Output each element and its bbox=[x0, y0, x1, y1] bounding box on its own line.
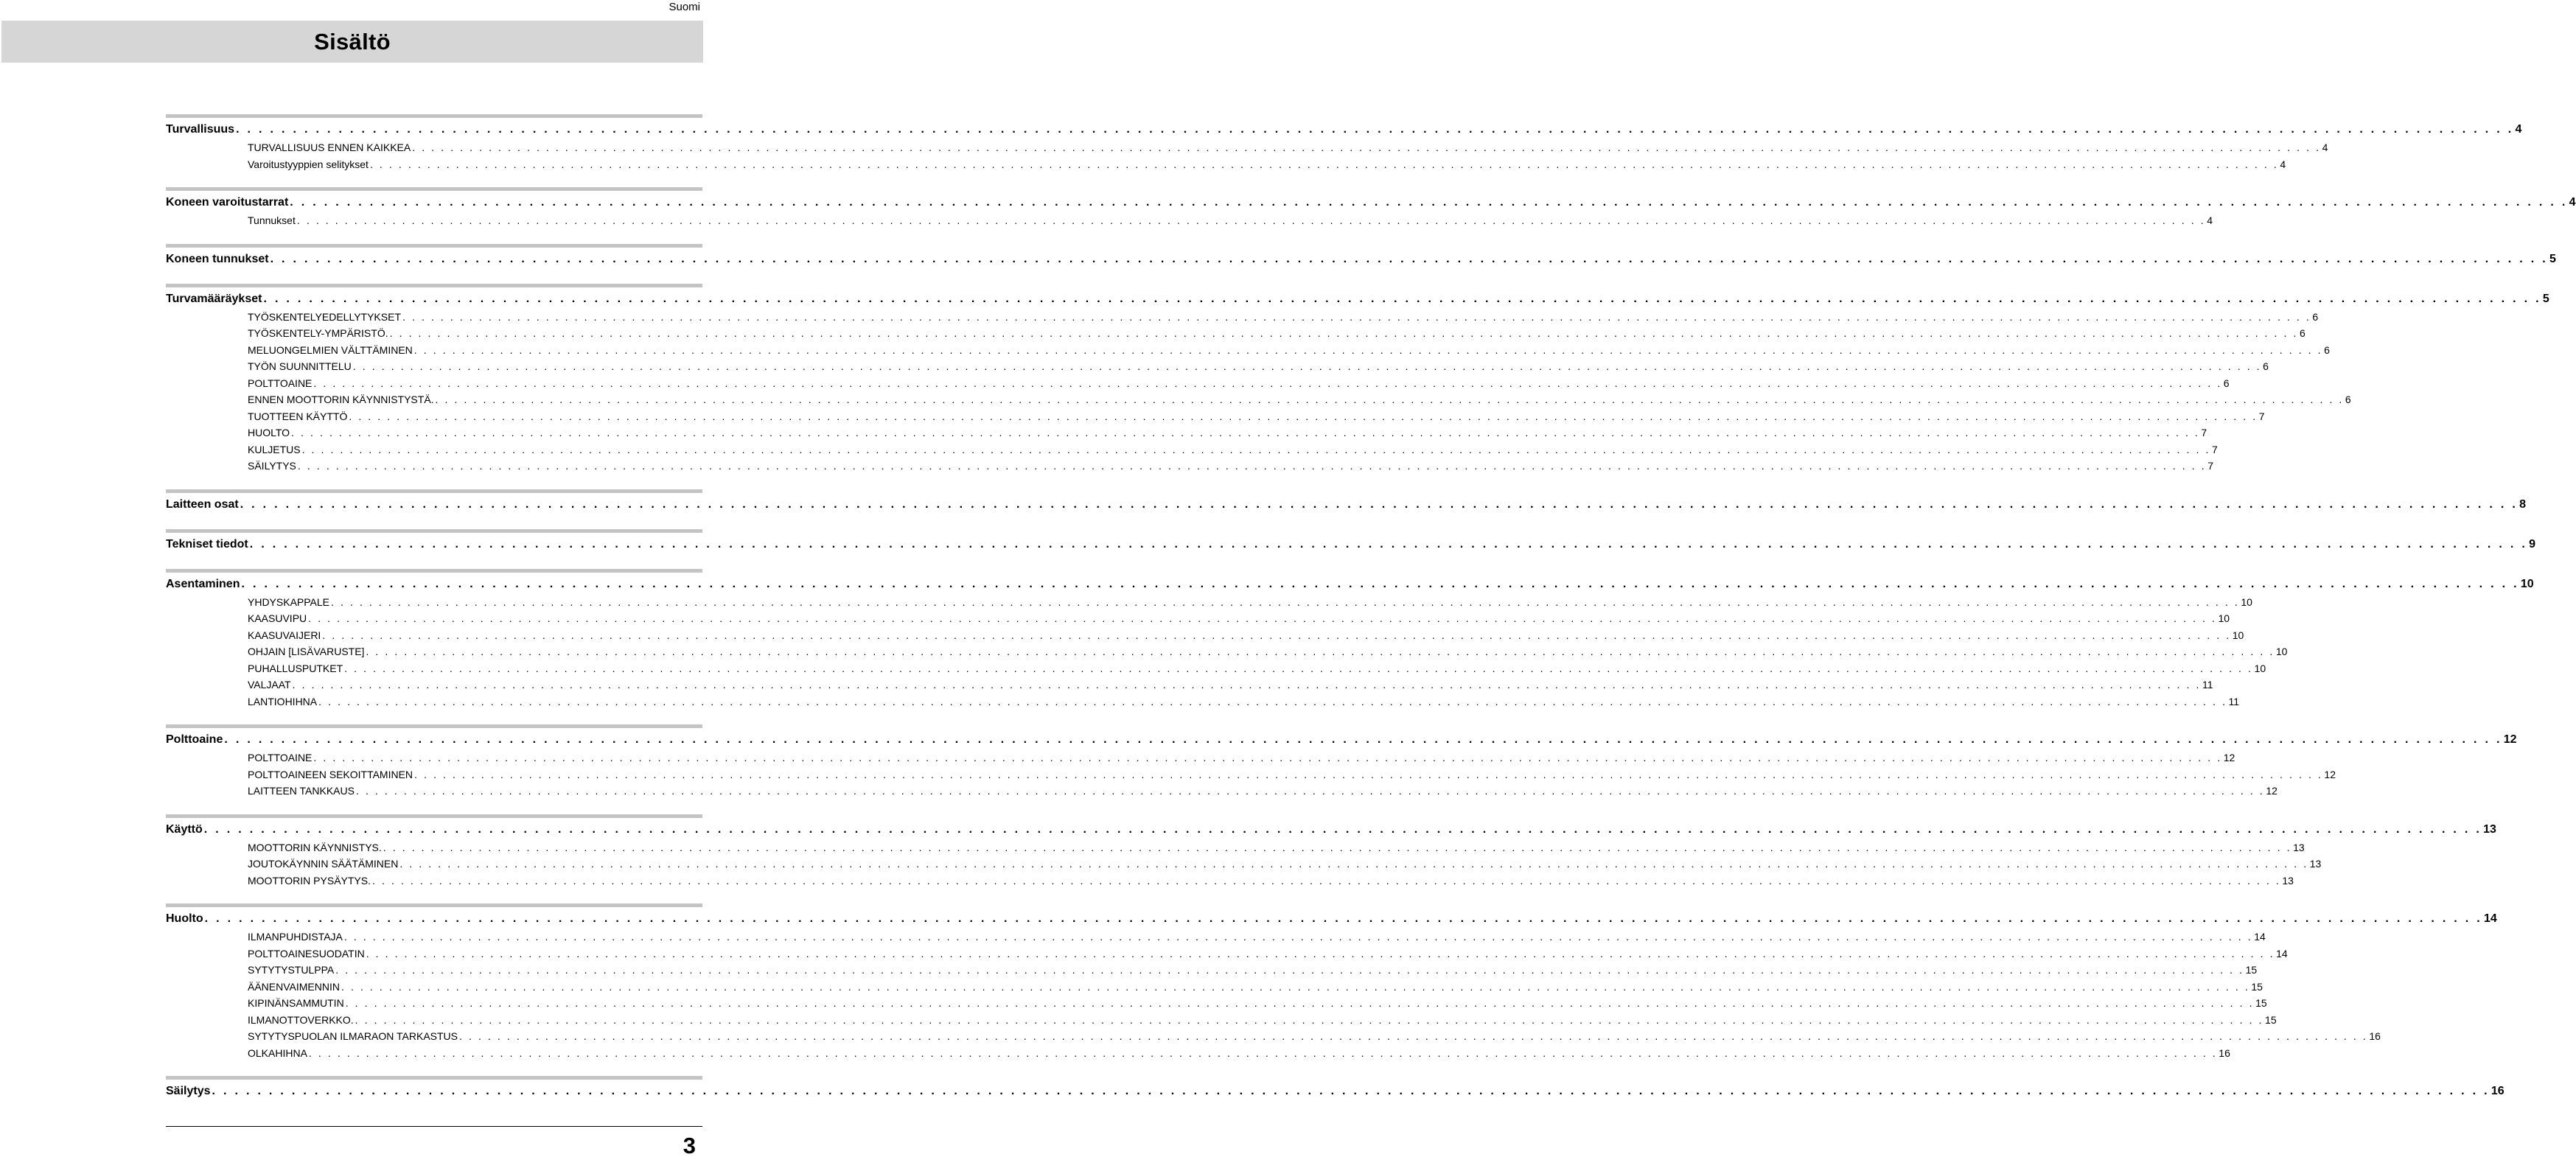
dot-leader: . . . . . . . . . . . . . . . . . . . . . . . . . . . . . . . . . . . . . . . . . . . . . . . . . . . . . . . . . . . . . . . . . . . . . . . . . . . . . . . . . . . . . . . . . . . . . . . . . . . . . . . . . . . . . . . . . . . . . . . . . . . . . . . . . . . . . . . . . . . . . . . . . . . . . . . . . . . . . . . . . . . . . . . . . . . . . . . . . . . . . . . . . . . . . . . . . . . . . . . . bbox=[297, 460, 2207, 472]
toc-page-number: 10 bbox=[2520, 577, 2534, 590]
toc-page-number: 12 bbox=[2324, 768, 2336, 780]
toc-entry-title: KULJETUS bbox=[248, 443, 301, 455]
toc-entry[interactable] bbox=[166, 1028, 2381, 1045]
toc-entry[interactable] bbox=[166, 660, 2266, 677]
dot-leader: . . . . . . . . . . . . . . . . . . . . . . . . . . . . . . . . . . . . . . . . . . . . . . . . . . . . . . . . . . . . . . . . . . . . . . . . . . . . . . . . . . . . . . . . . . . . . . . . . . . . . . . . . . . . . . . . . . . . . . . . . . . . . . . . . . . . . . . . . . . . . . . . . . . . . . . . . . . . . . . . . . . . . . . . . . . . . . . . . . . . . . . . . . . . . . . . . . . . . . . . bbox=[355, 785, 2265, 797]
toc-page-number: 13 bbox=[2483, 822, 2496, 836]
toc-section-title: Huolto bbox=[166, 912, 203, 925]
toc-entry[interactable] bbox=[166, 424, 2207, 441]
toc-section-title: Koneen varoitustarrat bbox=[166, 196, 289, 209]
toc-section-title: Koneen tunnukset bbox=[166, 252, 269, 265]
dot-leader: . . . . . . . . . . . . . . . . . . . . . . . . . . . . . . . . . . . . . . . . . . . . . . . . . . . . . . . . . . . . . . . . . . . . . . . . . . . . . . . . . . . . . . . . . . . . . . . . . . . . . . . . . . . . . . . . . . . . . . . . . . . . . . . . . . . . . . . . . . . . . . . . . . . . . . . . . . . . . . . . . . . . . . . . . . . . . . . . . . . . . . . . . . . . . . . . . . . . . . . . bbox=[413, 343, 2323, 356]
toc-entry[interactable] bbox=[166, 979, 2263, 996]
toc-page-number: 16 bbox=[2369, 1030, 2381, 1042]
toc-entry-title: JOUTOKÄYNNIN SÄÄTÄMINEN bbox=[248, 858, 399, 870]
toc-page-number: 15 bbox=[2245, 964, 2258, 976]
toc-section-entry[interactable] bbox=[166, 575, 2534, 594]
toc-entry-title: TURVALLISUUS ENNEN KAIKKEA bbox=[248, 141, 411, 153]
dot-leader: . . . . . . . . . . . . . . . . . . . . . . . . . . . . . . . . . . . . . . . . . . . . . . . . . . . . . . . . . . . . . . . . . . . . . . . . . . . . . . . . . . . . . . . . . . . . . . . . . . . . . . . . . . . . . . . . . . . . . . . . . . . . . . . . . . . . . . . . . . . . . . . . . . . . . . . . . . . . . . . . . . . . . . . . . . . . . . . . . . . . . . . . . . . . . . . . . . . . . . . . bbox=[335, 964, 2244, 976]
toc-section-entry[interactable] bbox=[166, 730, 2517, 749]
toc-page-number: 6 bbox=[2223, 377, 2230, 389]
toc-page-number: 4 bbox=[2515, 123, 2522, 136]
toc-entry[interactable] bbox=[166, 156, 2286, 173]
toc-entry-title: Tunnukset bbox=[248, 214, 296, 226]
footer-divider bbox=[166, 1126, 702, 1127]
dot-leader: . . . . . . . . . . . . . . . . . . . . . . . . . . . . . . . . . . . . . . . . . . . . . . . . . . . . . . . . . . . . . . . . . . . . . . . . . . . . . . . . . . . . . . . . . . . . . . . . . . . . . . . . . . . . . . . . . . . . . . . . . . . . . . . . . . . . . . . . . . . . . . . . . . . . . . . . . . . . . . . . . . . . . . . . . . . . . . . . . . . . . . . . . . . . . . . . . . . . . . . . bbox=[270, 252, 2548, 265]
title-band bbox=[1, 21, 703, 63]
toc-section bbox=[166, 1076, 2505, 1101]
dot-leader: . . . . . . . . . . . . . . . . . . . . . . . . . . . . . . . . . . . . . . . . . . . . . . . . . . . . . . . . . . . . . . . . . . . . . . . . . . . . . . . . . . . . . . . . . . . . . . . . . . . . . . . . . . . . . . . . . . . . . . . . . . . . . . . . . . . . . . . . . . . . . . . . . . . . . . . . . . . . . . . . . . . . . . . . . . . . . . . . . . . . . . . . . . . . . . . . . . . . . . . . bbox=[224, 733, 2502, 746]
dot-leader: . . . . . . . . . . . . . . . . . . . . . . . . . . . . . . . . . . . . . . . . . . . . . . . . . . . . . . . . . . . . . . . . . . . . . . . . . . . . . . . . . . . . . . . . . . . . . . . . . . . . . . . . . . . . . . . . . . . . . . . . . . . . . . . . . . . . . . . . . . . . . . . . . . . . . . . . . . . . . . . . . . . . . . . . . . . . . . . . . . . . . . . . . . . . . . . . . . . . . . . . bbox=[203, 822, 2482, 836]
dot-leader: . . . . . . . . . . . . . . . . . . . . . . . . . . . . . . . . . . . . . . . . . . . . . . . . . . . . . . . . . . . . . . . . . . . . . . . . . . . . . . . . . . . . . . . . . . . . . . . . . . . . . . . . . . . . . . . . . . . . . . . . . . . . . . . . . . . . . . . . . . . . . . . . . . . . . . . . . . . . . . . . . . . . . . . . . . . . . . . . . . . . . . . . . . . . . . . . . . . . . . . . bbox=[355, 1013, 2264, 1026]
dot-leader: . . . . . . . . . . . . . . . . . . . . . . . . . . . . . . . . . . . . . . . . . . . . . . . . . . . . . . . . . . . . . . . . . . . . . . . . . . . . . . . . . . . . . . . . . . . . . . . . . . . . . . . . . . . . . . . . . . . . . . . . . . . . . . . . . . . . . . . . . . . . . . . . . . . . . . . . . . . . . . . . . . . . . . . . . . . . . . . . . . . . . . . . . . . . . . . . . . . . . . . . bbox=[292, 679, 2201, 691]
toc-section bbox=[166, 903, 2497, 1061]
dot-leader: . . . . . . . . . . . . . . . . . . . . . . . . . . . . . . . . . . . . . . . . . . . . . . . . . . . . . . . . . . . . . . . . . . . . . . . . . . . . . . . . . . . . . . . . . . . . . . . . . . . . . . . . . . . . . . . . . . . . . . . . . . . . . . . . . . . . . . . . . . . . . . . . . . . . . . . . . . . . . . . . . . . . . . . . . . . . . . . . . . . . . . . . . . . . . . . . . . . . . . . . bbox=[291, 427, 2200, 438]
toc-entry[interactable] bbox=[166, 325, 2306, 342]
dot-leader: . . . . . . . . . . . . . . . . . . . . . . . . . . . . . . . . . . . . . . . . . . . . . . . . . . . . . . . . . . . . . . . . . . . . . . . . . . . . . . . . . . . . . . . . . . . . . . . . . . . . . . . . . . . . . . . . . . . . . . . . . . . . . . . . . . . . . . . . . . . . . . . . . . . . . . . . . . . . . . . . . . . . . . . . . . . . . . . . . . . . . . . . . . . . . . . . . . . . . . . . bbox=[372, 874, 2281, 887]
toc-page-number: 7 bbox=[2207, 460, 2214, 472]
dot-leader: . . . . . . . . . . . . . . . . . . . . . . . . . . . . . . . . . . . . . . . . . . . . . . . . . . . . . . . . . . . . . . . . . . . . . . . . . . . . . . . . . . . . . . . . . . . . . . . . . . . . . . . . . . . . . . . . . . . . . . . . . . . . . . . . . . . . . . . . . . . . . . . . . . . . . . . . . . . . . . . . . . . . . . . . . . . . . . . . . . . . . . . . . . . . . . . . . . . . . . . . bbox=[204, 912, 2483, 925]
toc-page-number: 7 bbox=[2211, 443, 2218, 455]
toc-entry-title: KIPINÄNSAMMUTIN bbox=[248, 997, 344, 1009]
toc-entry-title: POLTTOAINEEN SEKOITTAMINEN bbox=[248, 768, 413, 780]
toc-entry[interactable] bbox=[166, 610, 2230, 627]
toc-page-number: 16 bbox=[2491, 1085, 2505, 1097]
toc-page-number: 4 bbox=[2322, 141, 2328, 153]
dot-leader: . . . . . . . . . . . . . . . . . . . . . . . . . . . . . . . . . . . . . . . . . . . . . . . . . . . . . . . . . . . . . . . . . . . . . . . . . . . . . . . . . . . . . . . . . . . . . . . . . . . . . . . . . . . . . . . . . . . . . . . . . . . . . . . . . . . . . . . . . . . . . . . . . . . . . . . . . . . . . . . . . . . . . . . . . . . . . . . . . . . . . . . . . . . . . . . . . . . . . . . . bbox=[212, 1085, 2490, 1097]
dot-leader: . . . . . . . . . . . . . . . . . . . . . . . . . . . . . . . . . . . . . . . . . . . . . . . . . . . . . . . . . . . . . . . . . . . . . . . . . . . . . . . . . . . . . . . . . . . . . . . . . . . . . . . . . . . . . . . . . . . . . . . . . . . . . . . . . . . . . . . . . . . . . . . . . . . . . . . . . . . . . . . . . . . . . . . . . . . . . . . . . . . . . . . . . . . . . . . . . . . . . . . . bbox=[290, 196, 2568, 209]
toc-entry[interactable] bbox=[166, 594, 2252, 611]
toc-entry[interactable] bbox=[166, 783, 2277, 800]
toc-entry[interactable] bbox=[166, 962, 2258, 979]
toc-section-title: Laitteen osat bbox=[166, 497, 239, 511]
toc-entry-title: MOOTTORIN KÄYNNISTYS. bbox=[248, 841, 382, 853]
toc-entry[interactable] bbox=[166, 839, 2305, 856]
toc-entry-title: KAASUVAIJERI bbox=[248, 629, 321, 641]
dot-leader: . . . . . . . . . . . . . . . . . . . . . . . . . . . . . . . . . . . . . . . . . . . . . . . . . . . . . . . . . . . . . . . . . . . . . . . . . . . . . . . . . . . . . . . . . . . . . . . . . . . . . . . . . . . . . . . . . . . . . . . . . . . . . . . . . . . . . . . . . . . . . . . . . . . . . . . . . . . . . . . . . . . . . . . . . . . . . . . . . . . . . . . . . . . . . . . . . . . . . . . . bbox=[344, 662, 2253, 674]
toc-page-number: 10 bbox=[2275, 646, 2288, 657]
dot-leader: . . . . . . . . . . . . . . . . . . . . . . . . . . . . . . . . . . . . . . . . . . . . . . . . . . . . . . . . . . . . . . . . . . . . . . . . . . . . . . . . . . . . . . . . . . . . . . . . . . . . . . . . . . . . . . . . . . . . . . . . . . . . . . . . . . . . . . . . . . . . . . . . . . . . . . . . . . . . . . . . . . . . . . . . . . . . . . . . . . . . . . . . . . . . . . . . . . . . . . . . bbox=[435, 394, 2344, 405]
dot-leader: . . . . . . . . . . . . . . . . . . . . . . . . . . . . . . . . . . . . . . . . . . . . . . . . . . . . . . . . . . . . . . . . . . . . . . . . . . . . . . . . . . . . . . . . . . . . . . . . . . . . . . . . . . . . . . . . . . . . . . . . . . . . . . . . . . . . . . . . . . . . . . . . . . . . . . . . . . . . . . . . . . . . . . . . . . . . . . . . . . . . . . . . . . . . . . . . . . . . . . . . bbox=[308, 1046, 2218, 1059]
toc-entry-title: MOOTTORIN PYSÄYTYS. bbox=[248, 874, 371, 887]
toc-entry-title: YHDYSKAPPALE bbox=[248, 595, 330, 608]
toc-section-entry[interactable] bbox=[166, 1082, 2505, 1101]
toc-section-entry[interactable] bbox=[166, 535, 2535, 554]
toc-entry[interactable] bbox=[166, 1012, 2277, 1029]
toc-entry-title: SYTYTYSTULPPA bbox=[248, 964, 335, 976]
toc-section-title: Säilytys bbox=[166, 1085, 211, 1097]
toc-section bbox=[166, 814, 2496, 889]
toc-section-entry[interactable] bbox=[166, 193, 2576, 212]
dot-leader: . . . . . . . . . . . . . . . . . . . . . . . . . . . . . . . . . . . . . . . . . . . . . . . . . . . . . . . . . . . . . . . . . . . . . . . . . . . . . . . . . . . . . . . . . . . . . . . . . . . . . . . . . . . . . . . . . . . . . . . . . . . . . . . . . . . . . . . . . . . . . . . . . . . . . . . . . . . . . . . . . . . . . . . . . . . . . . . . . . . . . . . . . . . . . . . . . . . . . . . . bbox=[383, 841, 2292, 853]
toc-entry[interactable] bbox=[166, 441, 2218, 458]
toc-page-number: 6 bbox=[2263, 360, 2269, 372]
toc-entry-title: PUHALLUSPUTKET bbox=[248, 662, 343, 674]
toc-entry[interactable] bbox=[166, 677, 2213, 693]
toc-entry-title: Varoitustyyppien selitykset bbox=[248, 158, 369, 170]
toc-entry[interactable] bbox=[166, 945, 2288, 962]
toc-page-number: 7 bbox=[2201, 427, 2207, 438]
dot-leader: . . . . . . . . . . . . . . . . . . . . . . . . . . . . . . . . . . . . . . . . . . . . . . . . . . . . . . . . . . . . . . . . . . . . . . . . . . . . . . . . . . . . . . . . . . . . . . . . . . . . . . . . . . . . . . . . . . . . . . . . . . . . . . . . . . . . . . . . . . . . . . . . . . . . . . . . . . . . . . . . . . . . . . . . . . . . . . . . . . . . . . . . . . . . . . . . . . . . . . . . bbox=[412, 141, 2321, 153]
toc-section-title: Turvallisuus bbox=[166, 123, 235, 136]
toc-section bbox=[166, 114, 2522, 172]
toc-entry-title: TYÖSKENTELYEDELLYTYKSET bbox=[248, 310, 401, 323]
table-of-contents bbox=[166, 114, 2576, 1116]
toc-entry[interactable] bbox=[166, 643, 2288, 660]
dot-leader: . . . . . . . . . . . . . . . . . . . . . . . . . . . . . . . . . . . . . . . . . . . . . . . . . . . . . . . . . . . . . . . . . . . . . . . . . . . . . . . . . . . . . . . . . . . . . . . . . . . . . . . . . . . . . . . . . . . . . . . . . . . . . . . . . . . . . . . . . . . . . . . . . . . . . . . . . . . . . . . . . . . . . . . . . . . . . . . . . . . . . . . . . . . . . . . . . . . . . . . . bbox=[341, 980, 2250, 993]
toc-page-number: 13 bbox=[2293, 841, 2305, 853]
toc-page-number: 14 bbox=[2484, 912, 2497, 925]
toc-section bbox=[166, 187, 2576, 229]
toc-entry-title: TYÖN SUUNNITTELU bbox=[248, 360, 352, 372]
toc-entry[interactable] bbox=[166, 693, 2240, 710]
toc-entry[interactable] bbox=[166, 995, 2267, 1012]
toc-entry-title: POLTTOAINESUODATIN bbox=[248, 947, 365, 959]
dot-leader: . . . . . . . . . . . . . . . . . . . . . . . . . . . . . . . . . . . . . . . . . . . . . . . . . . . . . . . . . . . . . . . . . . . . . . . . . . . . . . . . . . . . . . . . . . . . . . . . . . . . . . . . . . . . . . . . . . . . . . . . . . . . . . . . . . . . . . . . . . . . . . . . . . . . . . . . . . . . . . . . . . . . . . . . . . . . . . . . . . . . . . . . . . . . . . . . . . . . . . . . bbox=[308, 612, 2217, 624]
dot-leader: . . . . . . . . . . . . . . . . . . . . . . . . . . . . . . . . . . . . . . . . . . . . . . . . . . . . . . . . . . . . . . . . . . . . . . . . . . . . . . . . . . . . . . . . . . . . . . . . . . . . . . . . . . . . . . . . . . . . . . . . . . . . . . . . . . . . . . . . . . . . . . . . . . . . . . . . . . . . . . . . . . . . . . . . . . . . . . . . . . . . . . . . . . . . . . . . . . . . . . . . bbox=[331, 595, 2240, 608]
toc-page-number: 4 bbox=[2207, 214, 2213, 226]
toc-entry[interactable] bbox=[166, 139, 2328, 156]
toc-entry[interactable] bbox=[166, 212, 2213, 229]
dot-leader: . . . . . . . . . . . . . . . . . . . . . . . . . . . . . . . . . . . . . . . . . . . . . . . . . . . . . . . . . . . . . . . . . . . . . . . . . . . . . . . . . . . . . . . . . . . . . . . . . . . . . . . . . . . . . . . . . . . . . . . . . . . . . . . . . . . . . . . . . . . . . . . . . . . . . . . . . . . . . . . . . . . . . . . . . . . . . . . . . . . . . . . . . . . . . . . . . . . . . . . . bbox=[313, 752, 2222, 763]
toc-page-number: 10 bbox=[2232, 629, 2244, 641]
dot-leader: . . . . . . . . . . . . . . . . . . . . . . . . . . . . . . . . . . . . . . . . . . . . . . . . . . . . . . . . . . . . . . . . . . . . . . . . . . . . . . . . . . . . . . . . . . . . . . . . . . . . . . . . . . . . . . . . . . . . . . . . . . . . . . . . . . . . . . . . . . . . . . . . . . . . . . . . . . . . . . . . . . . . . . . . . . . . . . . . . . . . . . . . . . . . . . . . . . . . . . . . bbox=[313, 377, 2222, 389]
language-label: Suomi bbox=[669, 1, 700, 13]
toc-page-number: 10 bbox=[2218, 612, 2230, 624]
toc-section bbox=[166, 244, 2556, 269]
toc-page-number: 6 bbox=[2299, 327, 2306, 339]
toc-entry-title: LAITTEEN TANKKAUS bbox=[248, 785, 355, 797]
toc-page-number: 14 bbox=[2254, 931, 2266, 943]
dot-leader: . . . . . . . . . . . . . . . . . . . . . . . . . . . . . . . . . . . . . . . . . . . . . . . . . . . . . . . . . . . . . . . . . . . . . . . . . . . . . . . . . . . . . . . . . . . . . . . . . . . . . . . . . . . . . . . . . . . . . . . . . . . . . . . . . . . . . . . . . . . . . . . . . . . . . . . . . . . . . . . . . . . . . . . . . . . . . . . . . . . . . . . . . . . . . . . . . . . . . . . . bbox=[240, 497, 2519, 511]
toc-entry-title: SÄILYTYS bbox=[248, 460, 296, 472]
toc-section-entry[interactable] bbox=[166, 250, 2556, 269]
dot-leader: . . . . . . . . . . . . . . . . . . . . . . . . . . . . . . . . . . . . . . . . . . . . . . . . . . . . . . . . . . . . . . . . . . . . . . . . . . . . . . . . . . . . . . . . . . . . . . . . . . . . . . . . . . . . . . . . . . . . . . . . . . . . . . . . . . . . . . . . . . . . . . . . . . . . . . . . . . . . . . . . . . . . . . . . . . . . . . . . . . . . . . . . . . . . . . . . . . . . . . . . bbox=[322, 629, 2231, 641]
toc-entry[interactable] bbox=[166, 408, 2265, 425]
dot-leader: . . . . . . . . . . . . . . . . . . . . . . . . . . . . . . . . . . . . . . . . . . . . . . . . . . . . . . . . . . . . . . . . . . . . . . . . . . . . . . . . . . . . . . . . . . . . . . . . . . . . . . . . . . . . . . . . . . . . . . . . . . . . . . . . . . . . . . . . . . . . . . . . . . . . . . . . . . . . . . . . . . . . . . . . . . . . . . . . . . . . . . . . . . . . . . . . . . . . . . . . bbox=[402, 310, 2311, 323]
dot-leader: . . . . . . . . . . . . . . . . . . . . . . . . . . . . . . . . . . . . . . . . . . . . . . . . . . . . . . . . . . . . . . . . . . . . . . . . . . . . . . . . . . . . . . . . . . . . . . . . . . . . . . . . . . . . . . . . . . . . . . . . . . . . . . . . . . . . . . . . . . . . . . . . . . . . . . . . . . . . . . . . . . . . . . . . . . . . . . . . . . . . . . . . . . . . . . . . . . . . . . . . bbox=[369, 158, 2279, 170]
toc-section bbox=[166, 569, 2534, 710]
toc-entry-title: ILMANPUHDISTAJA bbox=[248, 931, 343, 943]
toc-entry-title: LANTIOHIHNA bbox=[248, 695, 318, 707]
toc-entry-title: TYÖSKENTELY-YMPÄRISTÖ. bbox=[248, 327, 388, 339]
toc-entry-title: KAASUVIPU bbox=[248, 612, 307, 624]
toc-entry[interactable] bbox=[166, 458, 2214, 475]
toc-entry-title: TUOTTEEN KÄYTTÖ bbox=[248, 410, 348, 422]
toc-entry[interactable] bbox=[166, 342, 2330, 359]
toc-section-entry[interactable] bbox=[166, 290, 2549, 309]
dot-leader: . . . . . . . . . . . . . . . . . . . . . . . . . . . . . . . . . . . . . . . . . . . . . . . . . . . . . . . . . . . . . . . . . . . . . . . . . . . . . . . . . . . . . . . . . . . . . . . . . . . . . . . . . . . . . . . . . . . . . . . . . . . . . . . . . . . . . . . . . . . . . . . . . . . . . . . . . . . . . . . . . . . . . . . . . . . . . . . . . . . . . . . . . . . . . . . . . . . . . . . . bbox=[389, 327, 2298, 339]
toc-section bbox=[166, 284, 2549, 475]
toc-page-number: 5 bbox=[2542, 292, 2549, 305]
toc-entry-title: ILMANOTTOVERKKO. bbox=[248, 1013, 354, 1026]
toc-section-title: Polttoaine bbox=[166, 733, 223, 746]
toc-page-number: 15 bbox=[2255, 997, 2267, 1009]
toc-page-number: 14 bbox=[2276, 947, 2288, 959]
toc-page-number: 13 bbox=[2309, 858, 2322, 870]
toc-section-entry[interactable] bbox=[166, 820, 2496, 839]
toc-section-title: Turvamääräykset bbox=[166, 292, 262, 305]
dot-leader: . . . . . . . . . . . . . . . . . . . . . . . . . . . . . . . . . . . . . . . . . . . . . . . . . . . . . . . . . . . . . . . . . . . . . . . . . . . . . . . . . . . . . . . . . . . . . . . . . . . . . . . . . . . . . . . . . . . . . . . . . . . . . . . . . . . . . . . . . . . . . . . . . . . . . . . . . . . . . . . . . . . . . . . . . . . . . . . . . . . . . . . . . . . . . . . . . . . . . . . . bbox=[343, 931, 2253, 943]
toc-entry-title: SYTYTYSPUOLAN ILMARAON TARKASTUS bbox=[248, 1030, 458, 1042]
toc-page-number: 10 bbox=[2241, 595, 2252, 608]
toc-entry-title: HUOLTO bbox=[248, 427, 290, 438]
toc-page-number: 13 bbox=[2282, 874, 2294, 887]
toc-entry[interactable] bbox=[166, 627, 2244, 644]
toc-entry-title: ÄÄNENVAIMENNIN bbox=[248, 980, 340, 993]
toc-entry[interactable] bbox=[166, 749, 2235, 766]
toc-section-title: Käyttö bbox=[166, 822, 203, 836]
page-title: Sisältö bbox=[314, 28, 391, 55]
toc-page-number: 6 bbox=[2312, 310, 2319, 323]
dot-leader: . . . . . . . . . . . . . . . . . . . . . . . . . . . . . . . . . . . . . . . . . . . . . . . . . . . . . . . . . . . . . . . . . . . . . . . . . . . . . . . . . . . . . . . . . . . . . . . . . . . . . . . . . . . . . . . . . . . . . . . . . . . . . . . . . . . . . . . . . . . . . . . . . . . . . . . . . . . . . . . . . . . . . . . . . . . . . . . . . . . . . . . . . . . . . . . . . . . . . . . . bbox=[399, 858, 2308, 870]
toc-entry[interactable] bbox=[166, 309, 2319, 326]
toc-section-entry[interactable] bbox=[166, 495, 2526, 514]
toc-section bbox=[166, 529, 2535, 554]
dot-leader: . . . . . . . . . . . . . . . . . . . . . . . . . . . . . . . . . . . . . . . . . . . . . . . . . . . . . . . . . . . . . . . . . . . . . . . . . . . . . . . . . . . . . . . . . . . . . . . . . . . . . . . . . . . . . . . . . . . . . . . . . . . . . . . . . . . . . . . . . . . . . . . . . . . . . . . . . . . . . . . . . . . . . . . . . . . . . . . . . . . . . . . . . . . . . . . . . . . . . . . . bbox=[366, 947, 2275, 959]
dot-leader: . . . . . . . . . . . . . . . . . . . . . . . . . . . . . . . . . . . . . . . . . . . . . . . . . . . . . . . . . . . . . . . . . . . . . . . . . . . . . . . . . . . . . . . . . . . . . . . . . . . . . . . . . . . . . . . . . . . . . . . . . . . . . . . . . . . . . . . . . . . . . . . . . . . . . . . . . . . . . . . . . . . . . . . . . . . . . . . . . . . . . . . . . . . . . . . . . . . . . . . . bbox=[263, 292, 2541, 305]
toc-page-number: 10 bbox=[2254, 662, 2266, 674]
toc-entry[interactable] bbox=[166, 856, 2322, 873]
toc-page-number: 7 bbox=[2258, 410, 2265, 422]
toc-entry[interactable] bbox=[166, 1045, 2230, 1062]
toc-entry-title: MELUONGELMIEN VÄLTTÄMINEN bbox=[248, 343, 413, 356]
toc-section-title: Tekniset tiedot bbox=[166, 537, 248, 550]
toc-entry[interactable] bbox=[166, 391, 2351, 408]
toc-page-number: 12 bbox=[2503, 733, 2517, 746]
dot-leader: . . . . . . . . . . . . . . . . . . . . . . . . . . . . . . . . . . . . . . . . . . . . . . . . . . . . . . . . . . . . . . . . . . . . . . . . . . . . . . . . . . . . . . . . . . . . . . . . . . . . . . . . . . . . . . . . . . . . . . . . . . . . . . . . . . . . . . . . . . . . . . . . . . . . . . . . . . . . . . . . . . . . . . . . . . . . . . . . . . . . . . . . . . . . . . . . . . . . . . . . bbox=[459, 1030, 2368, 1042]
toc-entry[interactable] bbox=[166, 766, 2336, 783]
toc-page-number: 9 bbox=[2529, 537, 2535, 550]
dot-leader: . . . . . . . . . . . . . . . . . . . . . . . . . . . . . . . . . . . . . . . . . . . . . . . . . . . . . . . . . . . . . . . . . . . . . . . . . . . . . . . . . . . . . . . . . . . . . . . . . . . . . . . . . . . . . . . . . . . . . . . . . . . . . . . . . . . . . . . . . . . . . . . . . . . . . . . . . . . . . . . . . . . . . . . . . . . . . . . . . . . . . . . . . . . . . . . . . . . . . . . . bbox=[236, 123, 2514, 136]
toc-page-number: 11 bbox=[2202, 679, 2213, 691]
toc-entry-title: ENNEN MOOTTORIN KÄYNNISTYSTÄ. bbox=[248, 394, 434, 405]
toc-section-entry[interactable] bbox=[166, 120, 2522, 139]
dot-leader: . . . . . . . . . . . . . . . . . . . . . . . . . . . . . . . . . . . . . . . . . . . . . . . . . . . . . . . . . . . . . . . . . . . . . . . . . . . . . . . . . . . . . . . . . . . . . . . . . . . . . . . . . . . . . . . . . . . . . . . . . . . . . . . . . . . . . . . . . . . . . . . . . . . . . . . . . . . . . . . . . . . . . . . . . . . . . . . . . . . . . . . . . . . . . . . . . . . . . . . . bbox=[301, 443, 2210, 455]
toc-page-number: 15 bbox=[2251, 980, 2263, 993]
dot-leader: . . . . . . . . . . . . . . . . . . . . . . . . . . . . . . . . . . . . . . . . . . . . . . . . . . . . . . . . . . . . . . . . . . . . . . . . . . . . . . . . . . . . . . . . . . . . . . . . . . . . . . . . . . . . . . . . . . . . . . . . . . . . . . . . . . . . . . . . . . . . . . . . . . . . . . . . . . . . . . . . . . . . . . . . . . . . . . . . . . . . . . . . . . . . . . . . . . . . . . . . bbox=[249, 537, 2528, 550]
dot-leader: . . . . . . . . . . . . . . . . . . . . . . . . . . . . . . . . . . . . . . . . . . . . . . . . . . . . . . . . . . . . . . . . . . . . . . . . . . . . . . . . . . . . . . . . . . . . . . . . . . . . . . . . . . . . . . . . . . . . . . . . . . . . . . . . . . . . . . . . . . . . . . . . . . . . . . . . . . . . . . . . . . . . . . . . . . . . . . . . . . . . . . . . . . . . . . . . . . . . . . . . bbox=[345, 997, 2255, 1009]
toc-page-number: 4 bbox=[2569, 196, 2576, 209]
dot-leader: . . . . . . . . . . . . . . . . . . . . . . . . . . . . . . . . . . . . . . . . . . . . . . . . . . . . . . . . . . . . . . . . . . . . . . . . . . . . . . . . . . . . . . . . . . . . . . . . . . . . . . . . . . . . . . . . . . . . . . . . . . . . . . . . . . . . . . . . . . . . . . . . . . . . . . . . . . . . . . . . . . . . . . . . . . . . . . . . . . . . . . . . . . . . . . . . . . . . . . . . bbox=[414, 768, 2323, 780]
toc-page-number: 15 bbox=[2265, 1013, 2277, 1026]
toc-page-number: 11 bbox=[2228, 695, 2240, 707]
toc-entry[interactable] bbox=[166, 358, 2269, 375]
dot-leader: . . . . . . . . . . . . . . . . . . . . . . . . . . . . . . . . . . . . . . . . . . . . . . . . . . . . . . . . . . . . . . . . . . . . . . . . . . . . . . . . . . . . . . . . . . . . . . . . . . . . . . . . . . . . . . . . . . . . . . . . . . . . . . . . . . . . . . . . . . . . . . . . . . . . . . . . . . . . . . . . . . . . . . . . . . . . . . . . . . . . . . . . . . . . . . . . . . . . . . . . bbox=[296, 214, 2206, 226]
toc-entry-title: POLTTOAINE bbox=[248, 377, 313, 389]
page-number: 3 bbox=[683, 1133, 696, 1158]
toc-section bbox=[166, 489, 2526, 514]
toc-entry-title: OLKAHIHNA bbox=[248, 1046, 307, 1059]
toc-page-number: 4 bbox=[2280, 158, 2286, 170]
dot-leader: . . . . . . . . . . . . . . . . . . . . . . . . . . . . . . . . . . . . . . . . . . . . . . . . . . . . . . . . . . . . . . . . . . . . . . . . . . . . . . . . . . . . . . . . . . . . . . . . . . . . . . . . . . . . . . . . . . . . . . . . . . . . . . . . . . . . . . . . . . . . . . . . . . . . . . . . . . . . . . . . . . . . . . . . . . . . . . . . . . . . . . . . . . . . . . . . . . . . . . . . bbox=[366, 646, 2275, 657]
dot-leader: . . . . . . . . . . . . . . . . . . . . . . . . . . . . . . . . . . . . . . . . . . . . . . . . . . . . . . . . . . . . . . . . . . . . . . . . . . . . . . . . . . . . . . . . . . . . . . . . . . . . . . . . . . . . . . . . . . . . . . . . . . . . . . . . . . . . . . . . . . . . . . . . . . . . . . . . . . . . . . . . . . . . . . . . . . . . . . . . . . . . . . . . . . . . . . . . . . . . . . . . bbox=[352, 360, 2262, 372]
toc-page-number: 16 bbox=[2219, 1046, 2230, 1059]
dot-leader: . . . . . . . . . . . . . . . . . . . . . . . . . . . . . . . . . . . . . . . . . . . . . . . . . . . . . . . . . . . . . . . . . . . . . . . . . . . . . . . . . . . . . . . . . . . . . . . . . . . . . . . . . . . . . . . . . . . . . . . . . . . . . . . . . . . . . . . . . . . . . . . . . . . . . . . . . . . . . . . . . . . . . . . . . . . . . . . . . . . . . . . . . . . . . . . . . . . . . . . . bbox=[349, 410, 2258, 422]
toc-entry-title: POLTTOAINE bbox=[248, 752, 313, 763]
toc-section-entry[interactable] bbox=[166, 909, 2497, 929]
toc-page-number: 8 bbox=[2519, 497, 2526, 511]
toc-section-title: Asentaminen bbox=[166, 577, 240, 590]
toc-entry-title: OHJAIN [LISÄVARUSTE] bbox=[248, 646, 365, 657]
dot-leader: . . . . . . . . . . . . . . . . . . . . . . . . . . . . . . . . . . . . . . . . . . . . . . . . . . . . . . . . . . . . . . . . . . . . . . . . . . . . . . . . . . . . . . . . . . . . . . . . . . . . . . . . . . . . . . . . . . . . . . . . . . . . . . . . . . . . . . . . . . . . . . . . . . . . . . . . . . . . . . . . . . . . . . . . . . . . . . . . . . . . . . . . . . . . . . . . . . . . . . . . bbox=[241, 577, 2519, 590]
toc-page-number: 6 bbox=[2324, 343, 2330, 356]
toc-page-number: 6 bbox=[2345, 394, 2351, 405]
toc-page-number: 12 bbox=[2266, 785, 2277, 797]
toc-entry[interactable] bbox=[166, 873, 2294, 889]
toc-section bbox=[166, 724, 2517, 800]
toc-entry[interactable] bbox=[166, 929, 2266, 945]
toc-entry-title: VALJAAT bbox=[248, 679, 291, 691]
toc-entry[interactable] bbox=[166, 375, 2230, 392]
dot-leader: . . . . . . . . . . . . . . . . . . . . . . . . . . . . . . . . . . . . . . . . . . . . . . . . . . . . . . . . . . . . . . . . . . . . . . . . . . . . . . . . . . . . . . . . . . . . . . . . . . . . . . . . . . . . . . . . . . . . . . . . . . . . . . . . . . . . . . . . . . . . . . . . . . . . . . . . . . . . . . . . . . . . . . . . . . . . . . . . . . . . . . . . . . . . . . . . . . . . . . . . bbox=[318, 695, 2227, 707]
toc-page-number: 5 bbox=[2549, 252, 2556, 265]
toc-page-number: 12 bbox=[2223, 752, 2235, 763]
